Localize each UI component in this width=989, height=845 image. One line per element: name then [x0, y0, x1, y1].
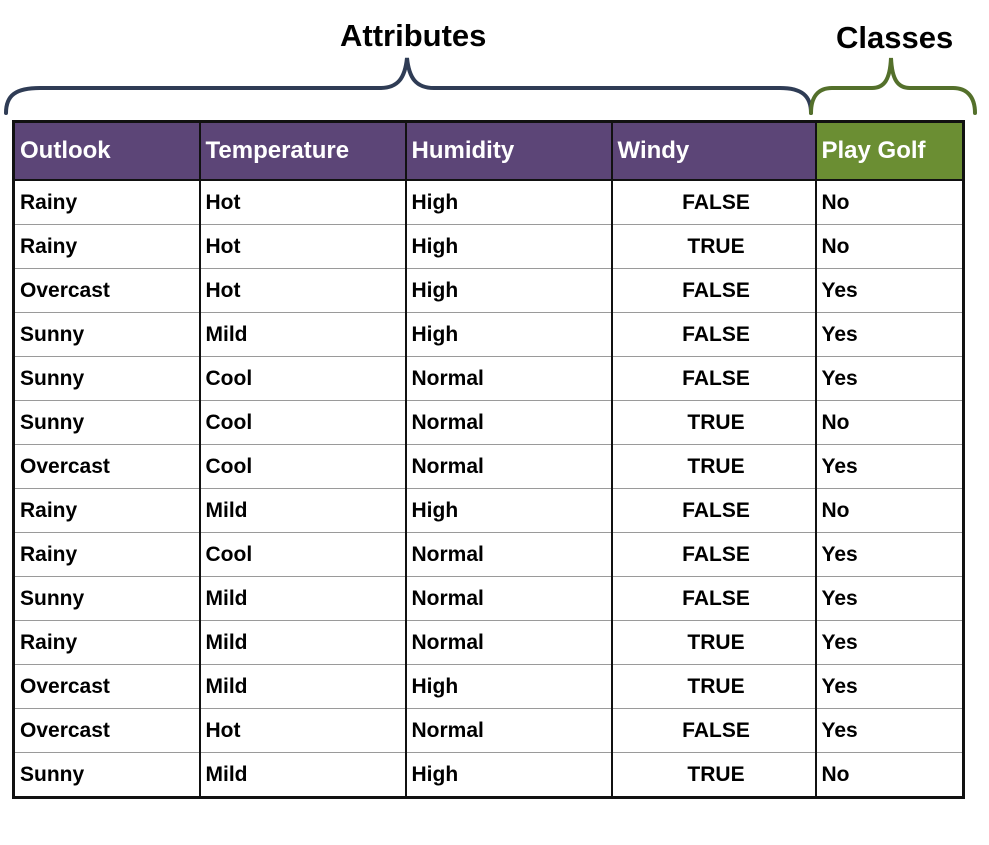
cell-windy: TRUE	[612, 225, 816, 269]
cell-humidity: Normal	[406, 357, 612, 401]
header-outlook: Outlook	[14, 122, 200, 181]
cell-humidity: High	[406, 665, 612, 709]
cell-play-golf: Yes	[816, 269, 964, 313]
cell-outlook: Overcast	[14, 665, 200, 709]
cell-temperature: Mild	[200, 489, 406, 533]
cell-windy: FALSE	[612, 533, 816, 577]
cell-temperature: Hot	[200, 269, 406, 313]
cell-temperature: Mild	[200, 665, 406, 709]
table-header-row	[14, 122, 964, 181]
golf-data-table	[12, 120, 965, 799]
cell-outlook: Rainy	[14, 621, 200, 665]
cell-temperature: Mild	[200, 577, 406, 621]
cell-humidity: High	[406, 269, 612, 313]
cell-windy: FALSE	[612, 269, 816, 313]
cell-outlook: Sunny	[14, 357, 200, 401]
cell-play-golf: Yes	[816, 665, 964, 709]
attributes-label: Attributes	[340, 18, 487, 53]
cell-outlook: Sunny	[14, 401, 200, 445]
cell-play-golf: Yes	[816, 313, 964, 357]
cell-humidity: High	[406, 225, 612, 269]
cell-humidity: High	[406, 753, 612, 798]
cell-play-golf: Yes	[816, 577, 964, 621]
cell-temperature: Cool	[200, 357, 406, 401]
cell-windy: FALSE	[612, 180, 816, 225]
cell-humidity: Normal	[406, 709, 612, 753]
cell-play-golf: No	[816, 401, 964, 445]
cell-outlook: Sunny	[14, 313, 200, 357]
cell-humidity: High	[406, 313, 612, 357]
cell-outlook: Rainy	[14, 225, 200, 269]
table-row	[14, 357, 964, 401]
classes-label: Classes	[836, 20, 954, 55]
cell-temperature: Cool	[200, 533, 406, 577]
cell-temperature: Mild	[200, 753, 406, 798]
table-row	[14, 665, 964, 709]
cell-windy: FALSE	[612, 357, 816, 401]
table-row	[14, 709, 964, 753]
cell-play-golf: No	[816, 489, 964, 533]
cell-temperature: Hot	[200, 225, 406, 269]
cell-temperature: Hot	[200, 180, 406, 225]
table-row	[14, 269, 964, 313]
cell-play-golf: Yes	[816, 357, 964, 401]
cell-windy: TRUE	[612, 445, 816, 489]
attributes-brace	[6, 58, 811, 113]
cell-play-golf: Yes	[816, 709, 964, 753]
cell-humidity: Normal	[406, 577, 612, 621]
classes-brace	[811, 58, 975, 113]
cell-humidity: High	[406, 489, 612, 533]
header-windy: Windy	[612, 122, 816, 181]
cell-outlook: Rainy	[14, 533, 200, 577]
cell-outlook: Rainy	[14, 180, 200, 225]
cell-windy: TRUE	[612, 621, 816, 665]
cell-temperature: Mild	[200, 621, 406, 665]
cell-humidity: Normal	[406, 533, 612, 577]
cell-temperature: Mild	[200, 313, 406, 357]
cell-temperature: Cool	[200, 445, 406, 489]
cell-play-golf: Yes	[816, 533, 964, 577]
cell-outlook: Overcast	[14, 709, 200, 753]
cell-outlook: Rainy	[14, 489, 200, 533]
cell-windy: FALSE	[612, 489, 816, 533]
table-row	[14, 401, 964, 445]
cell-outlook: Overcast	[14, 269, 200, 313]
cell-humidity: High	[406, 180, 612, 225]
cell-windy: FALSE	[612, 313, 816, 357]
cell-play-golf: No	[816, 180, 964, 225]
table-row	[14, 489, 964, 533]
cell-play-golf: No	[816, 225, 964, 269]
cell-windy: TRUE	[612, 753, 816, 798]
table-row	[14, 577, 964, 621]
table-row	[14, 621, 964, 665]
cell-play-golf: Yes	[816, 445, 964, 489]
cell-windy: TRUE	[612, 665, 816, 709]
cell-temperature: Cool	[200, 401, 406, 445]
cell-humidity: Normal	[406, 401, 612, 445]
cell-outlook: Sunny	[14, 753, 200, 798]
table-row	[14, 225, 964, 269]
cell-temperature: Hot	[200, 709, 406, 753]
cell-play-golf: No	[816, 753, 964, 798]
header-humidity: Humidity	[406, 122, 612, 181]
cell-outlook: Sunny	[14, 577, 200, 621]
cell-windy: FALSE	[612, 577, 816, 621]
header-temperature: Temperature	[200, 122, 406, 181]
table-row	[14, 533, 964, 577]
cell-outlook: Overcast	[14, 445, 200, 489]
table-row	[14, 753, 964, 798]
header-play-golf: Play Golf	[816, 122, 964, 181]
cell-humidity: Normal	[406, 621, 612, 665]
table-row	[14, 445, 964, 489]
grouping-braces	[0, 0, 989, 120]
cell-humidity: Normal	[406, 445, 612, 489]
table-row	[14, 313, 964, 357]
cell-play-golf: Yes	[816, 621, 964, 665]
cell-windy: FALSE	[612, 709, 816, 753]
cell-windy: TRUE	[612, 401, 816, 445]
table-row	[14, 180, 964, 225]
